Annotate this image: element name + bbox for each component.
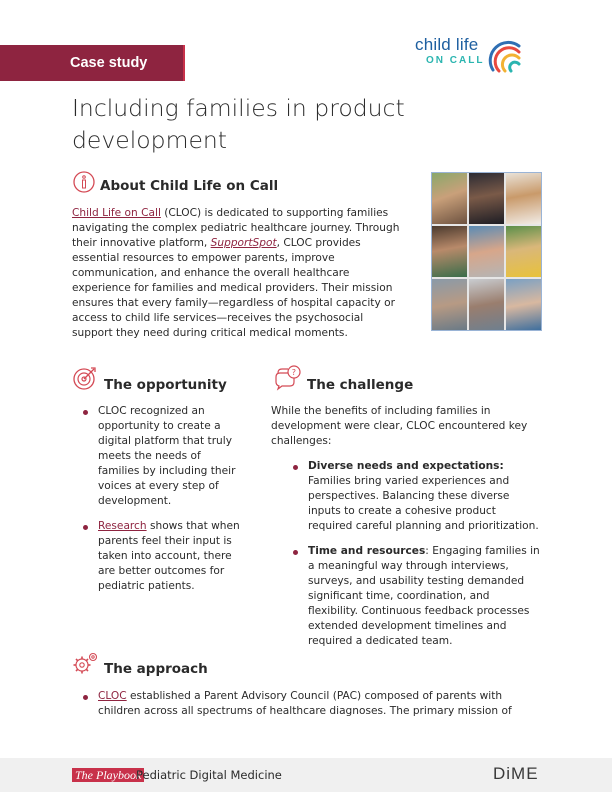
opportunity-bullet-2: shows that when parents feel their input is taken into account, there are better outcomes for pediatric patients. <box>98 520 240 592</box>
photo-5 <box>469 226 504 277</box>
opportunity-bullet-1: CLOC recognized an opportunity to create a digital platform that truly meets the needs of families by including their voices at every step of development. <box>98 405 236 507</box>
research-link[interactable]: Research <box>98 520 147 532</box>
approach-bullet-text: established a Parent Advisory Council (PAC) composed of parents with children across all spectrums of healthcare diagnoses. The primary mission of <box>98 690 512 717</box>
opportunity-list <box>80 404 240 594</box>
gears-icon <box>72 650 100 676</box>
logo-line2: ON CALL <box>426 55 485 66</box>
footer-subtitle: Pediatric Digital Medicine <box>136 768 282 782</box>
about-text-2: , CLOC provides essential resources to empower parents, improve communication, and enhance the overall healthcare experience for families and medical providers. Their mission ensures that every family—regardless of hospital capacity or access to child life services—receives the psychosocial support they need during critical medical moments. <box>72 237 395 339</box>
photo-4 <box>432 226 467 277</box>
challenge-item-2-bold: Time and resources <box>308 545 426 557</box>
photo-7 <box>432 279 467 330</box>
list-item <box>290 544 542 649</box>
challenge-list <box>290 459 542 649</box>
challenge-item-1-text: Families bring varied experiences and perspectives. Balancing these diverse inputs to create a cohesive product required careful planning and prioritization. <box>308 475 539 532</box>
photo-3 <box>506 173 541 224</box>
approach-heading: The approach <box>104 661 208 677</box>
challenge-intro: While the benefits of including families in development were clear, CLOC encountered key challenges: <box>271 405 528 447</box>
banner-label: Case study <box>70 55 148 71</box>
list-item <box>80 404 240 509</box>
photo-9 <box>506 279 541 330</box>
list-item <box>290 459 542 534</box>
list-item <box>80 689 530 719</box>
info-icon <box>72 170 96 194</box>
rainbow-logo-icon <box>487 38 523 74</box>
family-photo-collage <box>431 172 542 331</box>
banner-stripe <box>183 45 185 81</box>
svg-text:?: ? <box>291 368 296 377</box>
photo-6 <box>506 226 541 277</box>
approach-list <box>80 689 530 719</box>
opportunity-heading: The opportunity <box>104 377 227 393</box>
playbook-logo: The Playbook <box>72 768 144 782</box>
about-text-1: (CLOC) is dedicated to supporting families navigating the complex pediatric healthcare journey. Through their innovative platform, <box>72 207 400 249</box>
challenge-heading: The challenge <box>307 377 414 393</box>
about-heading: About Child Life on Call <box>100 178 279 194</box>
challenge-item-1-bold: Diverse needs and expectations: <box>308 460 504 472</box>
speech-bubble-icon <box>274 365 302 391</box>
list-item <box>80 519 240 594</box>
page-title: Including families in product development <box>72 94 405 154</box>
cloc-link[interactable]: Child Life on Call <box>72 207 161 219</box>
supportspot-link[interactable]: SupportSpot <box>210 237 277 249</box>
dime-logo: DiME <box>493 764 539 783</box>
photo-8 <box>469 279 504 330</box>
about-paragraph <box>72 206 407 341</box>
photo-1 <box>432 173 467 224</box>
photo-2 <box>469 173 504 224</box>
logo-line1: child life <box>415 35 479 54</box>
approach-cloc-link[interactable]: CLOC <box>98 690 127 702</box>
target-icon <box>72 365 98 391</box>
challenge-item-2-text: : Engaging families in a meaningful way through interviews, surveys, and usability testing demanded significant time, coordination, and flexibility. Continuous feedback processes extended development timelines and required a dedicated team. <box>308 545 540 647</box>
